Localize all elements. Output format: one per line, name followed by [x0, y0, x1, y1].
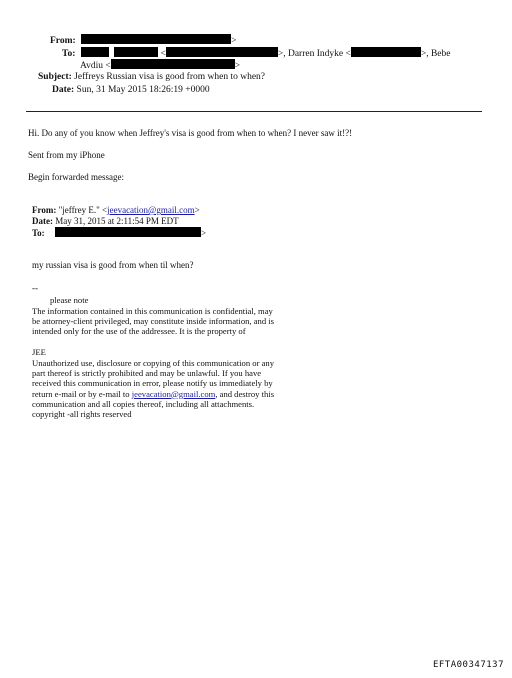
redaction-block [81, 47, 109, 57]
redaction-block [81, 34, 231, 44]
date-row [52, 85, 210, 96]
fwd-date-row [32, 216, 179, 227]
to-recipient-2: >, Darren Indyke < [277, 49, 351, 59]
subject-label: Subject: [38, 72, 72, 82]
date-label: Date: [52, 85, 75, 95]
signature-dash: -- [32, 283, 38, 293]
sent-from-line: Sent from my iPhone [28, 150, 105, 160]
forwarded-heading: Begin forwarded message: [28, 172, 124, 182]
disclaimer-text-2: Unauthorized use, disclosure or copying of this communication or any part thereof is strictly prohibited and may be unlawful. If you have received this communication in error, please notify us immediately by return e-mail or by e-mail to [32, 358, 275, 399]
please-note: please note [50, 295, 89, 305]
fwd-from-label: From: [32, 205, 57, 215]
fwd-from-name: "jeffrey E." < [58, 205, 108, 215]
disclaimer-email-link[interactable]: jeevacation@gmail.com [131, 388, 216, 399]
from-row [50, 34, 236, 47]
date-value: Sun, 31 May 2015 18:26:19 +0000 [76, 85, 210, 95]
subject-row [38, 72, 265, 83]
redaction-block [114, 47, 158, 57]
angle-close: > [231, 36, 237, 46]
message-line: Hi. Do any of you know when Jeffrey's visa is good from when to when? I never saw it!?! [28, 128, 353, 138]
subject-value: Jeffreys Russian visa is good from when to when? [74, 72, 266, 82]
fwd-to-label: To: [32, 228, 45, 238]
redaction-block [111, 59, 235, 69]
fwd-date-value: May 31, 2015 at 2:11:54 PM EDT [55, 216, 179, 226]
redaction-block [55, 227, 201, 237]
angle-close: > [234, 61, 241, 71]
redaction-block [166, 47, 278, 57]
disclaimer-jee: JEE [32, 347, 46, 357]
fwd-body: my russian visa is good from when til when? [32, 260, 194, 270]
document-id: EFTA00347137 [432, 660, 504, 670]
to-label: To: [62, 49, 76, 59]
fwd-from-row [32, 205, 200, 216]
disclaimer-paragraph-2 [32, 358, 282, 419]
fwd-from-email-link[interactable]: jeevacation@gmail.com [107, 205, 195, 215]
to-recipient-3: >, Bebe [420, 49, 451, 59]
redaction-block [351, 47, 421, 57]
fwd-to-close: > [200, 228, 207, 238]
disclaimer-paragraph-1: The information contained in this communication is confidential, may be attorney-client privileged, may constitute inside information, and is intended only for the use of the addressee. It is the property of [32, 306, 274, 337]
to-row-continued [80, 59, 240, 72]
disclaimer-text-3: , and destroy this communication and all copies thereof, including all attachments. copyright -all rights reserved [32, 388, 275, 420]
fwd-from-close: > [194, 205, 200, 215]
fwd-to-row [32, 227, 206, 239]
from-label: From: [50, 36, 76, 46]
to-recipient-4: Avdiu < [80, 61, 111, 71]
angle-open: < [160, 49, 166, 59]
header-divider [26, 111, 482, 112]
fwd-date-label: Date: [32, 216, 53, 226]
